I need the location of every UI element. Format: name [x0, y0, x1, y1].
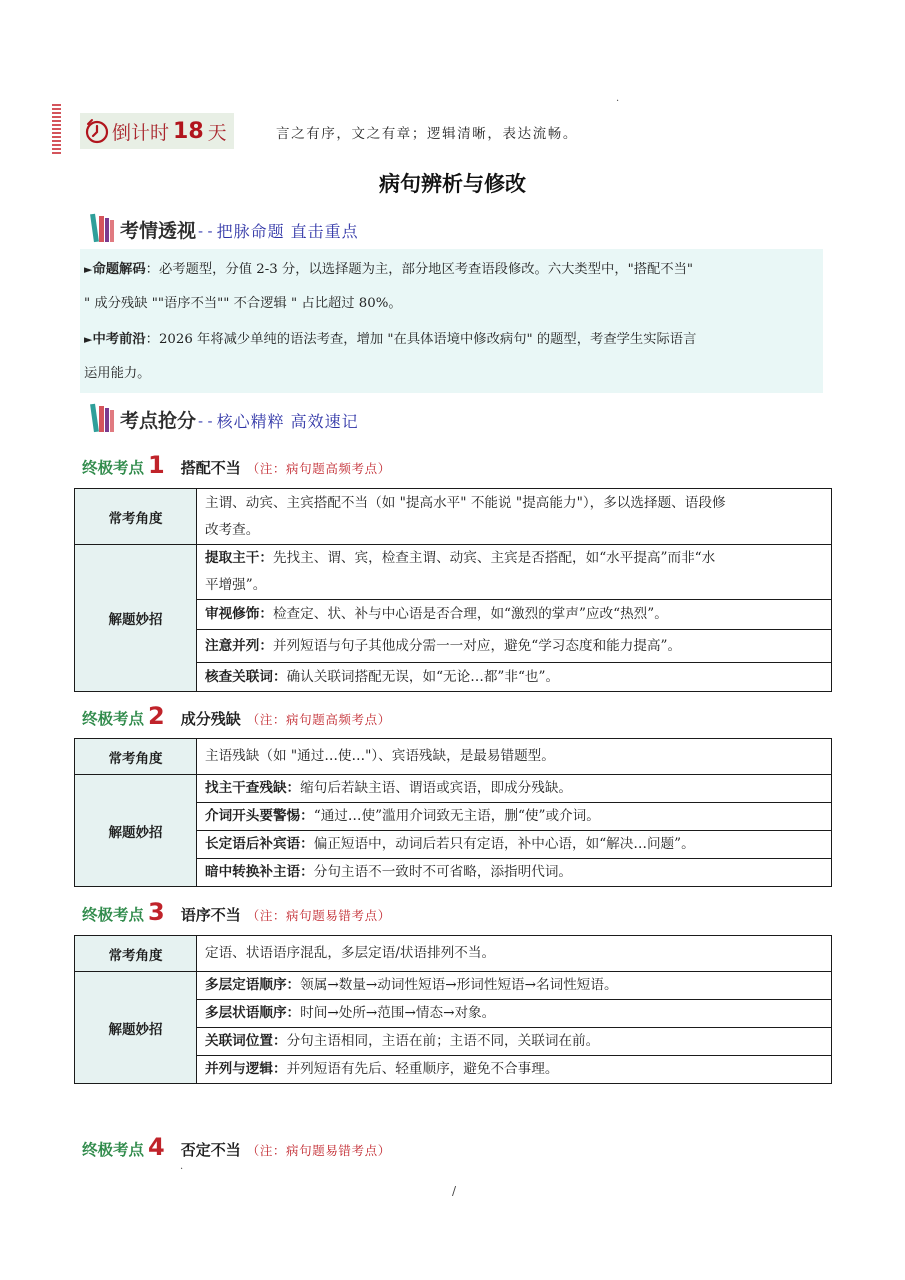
table-row — [75, 739, 832, 775]
key-point-number: 3 — [148, 898, 165, 926]
key-point-table — [74, 738, 832, 887]
method-item: 提取主干：先找主、谓、宾，检查主谓、动宾、主宾是否搭配，如“水平提高”而非“水 平增强”。 — [197, 545, 832, 600]
countdown-number: 18 — [173, 118, 204, 144]
section-subtitle: 核心精粹 高效速记 — [216, 412, 359, 431]
row-content: 主语残缺（如 "通过…使…"）、宾语残缺，是最易错题型。 — [197, 739, 832, 775]
decorative-stripes — [52, 104, 61, 156]
table-row — [75, 972, 832, 1000]
key-point-note: （注：病句题高频考点） — [246, 461, 391, 476]
row-label: 解题妙招 — [75, 972, 197, 1084]
exam-analysis-box — [80, 249, 823, 393]
clock-icon — [84, 118, 110, 144]
table-row — [75, 545, 832, 600]
key-point-heading: 终极考点 4 否定不当 （注：病句题易错考点） — [82, 1133, 391, 1161]
method-item: 多层定语顺序：领属→数量→动词性短语→形词性短语→名词性短语。 — [197, 972, 832, 1000]
info-paragraph: ►中考前沿：2026 年将减少单纯的语法考查，增加 "在具体语境中修改病句" 的题型，考查学生实际语言 运用能力。 — [84, 332, 697, 381]
table-row — [75, 775, 832, 803]
section-heading-overview — [90, 208, 359, 244]
method-item: 暗中转换补主语：分句主语不一致时不可省略，添指明代词。 — [197, 859, 832, 887]
key-point-number: 4 — [148, 1133, 165, 1161]
speck: · — [616, 96, 620, 107]
section-dash: - - — [198, 414, 213, 430]
method-item: 介词开头要警惕：“通过…使”滥用介词致无主语，删“使”或介词。 — [197, 803, 832, 831]
method-item: 找主干查残缺：缩句后若缺主语、谓语或宾语，即成分残缺。 — [197, 775, 832, 803]
key-point-name: 搭配不当 — [180, 459, 241, 477]
key-point-number: 1 — [148, 451, 165, 479]
key-point-note: （注：病句题易错考点） — [246, 908, 391, 923]
section-subtitle: 把脉命题 直击重点 — [216, 222, 359, 241]
arrow-bullet-icon: ► — [84, 263, 93, 276]
key-point-note: （注：病句题易错考点） — [246, 1143, 391, 1158]
countdown-badge — [80, 113, 234, 149]
row-content: 定语、状语语序混乱，多层定语/状语排列不当。 — [197, 936, 832, 972]
motto: 言之有序，文之有章；逻辑清晰，表达流畅。 — [276, 126, 578, 142]
row-label: 常考角度 — [75, 936, 197, 972]
key-point-number: 2 — [148, 702, 165, 730]
section-heading-key-points — [90, 398, 359, 434]
books-icon — [90, 210, 118, 244]
key-point-heading: 终极考点 2 成分残缺 （注：病句题高频考点） — [82, 702, 391, 730]
key-point-table — [74, 488, 832, 692]
countdown-unit: 天 — [207, 121, 227, 144]
key-point-name: 成分残缺 — [180, 710, 241, 728]
row-content: 主谓、动宾、主宾搭配不当（如 "提高水平" 不能说 "提高能力"），多以选择题、语段修 改考查。 — [197, 489, 832, 545]
books-icon — [90, 400, 118, 434]
page-number: / — [452, 1184, 457, 1198]
row-label: 常考角度 — [75, 739, 197, 775]
key-point-heading: 终极考点 1 搭配不当 （注：病句题高频考点） — [82, 451, 391, 479]
table-row — [75, 489, 832, 545]
key-point-table — [74, 935, 832, 1084]
arrow-bullet-icon: ► — [84, 333, 93, 346]
section-dash: - - — [198, 224, 213, 240]
speck: · — [180, 1164, 184, 1175]
method-item: 多层状语顺序：时间→处所→范围→情态→对象。 — [197, 1000, 832, 1028]
key-point-name: 语序不当 — [180, 906, 241, 924]
key-point-name: 否定不当 — [180, 1141, 241, 1159]
page-title: 病句辨析与修改 — [379, 172, 526, 196]
section-title: 考情透视 — [120, 220, 197, 242]
method-item: 并列与逻辑：并列短语有先后、轻重顺序，避免不合事理。 — [197, 1056, 832, 1084]
section-title: 考点抢分 — [120, 410, 197, 432]
key-point-note: （注：病句题高频考点） — [246, 712, 391, 727]
row-label: 解题妙招 — [75, 545, 197, 692]
method-item: 注意并列：并列短语与句子其他成分需一一对应，避免“学习态度和能力提高”。 — [197, 630, 832, 663]
method-item: 审视修饰：检查定、状、补与中心语是否合理，如“激烈的掌声”应改“热烈”。 — [197, 600, 832, 630]
key-point-heading: 终极考点 3 语序不当 （注：病句题易错考点） — [82, 898, 391, 926]
row-label: 常考角度 — [75, 489, 197, 545]
countdown-label: 倒计时 — [112, 121, 170, 144]
method-item: 长定语后补宾语：偏正短语中，动词后若只有定语，补中心语，如“解决…问题”。 — [197, 831, 832, 859]
table-row — [75, 936, 832, 972]
method-item: 关联词位置：分句主语相同，主语在前；主语不同，关联词在前。 — [197, 1028, 832, 1056]
row-label: 解题妙招 — [75, 775, 197, 887]
method-item: 核查关联词：确认关联词搭配无误，如“无论…都”非“也”。 — [197, 663, 832, 692]
info-paragraph: ►命题解码：必考题型，分值 2-3 分，以选择题为主，部分地区考查语段修改。六大类型中，"搭配不当" " 成分残缺 ""语序不当"" 不合逻辑 " 占比超过 80%。 — [84, 262, 694, 311]
